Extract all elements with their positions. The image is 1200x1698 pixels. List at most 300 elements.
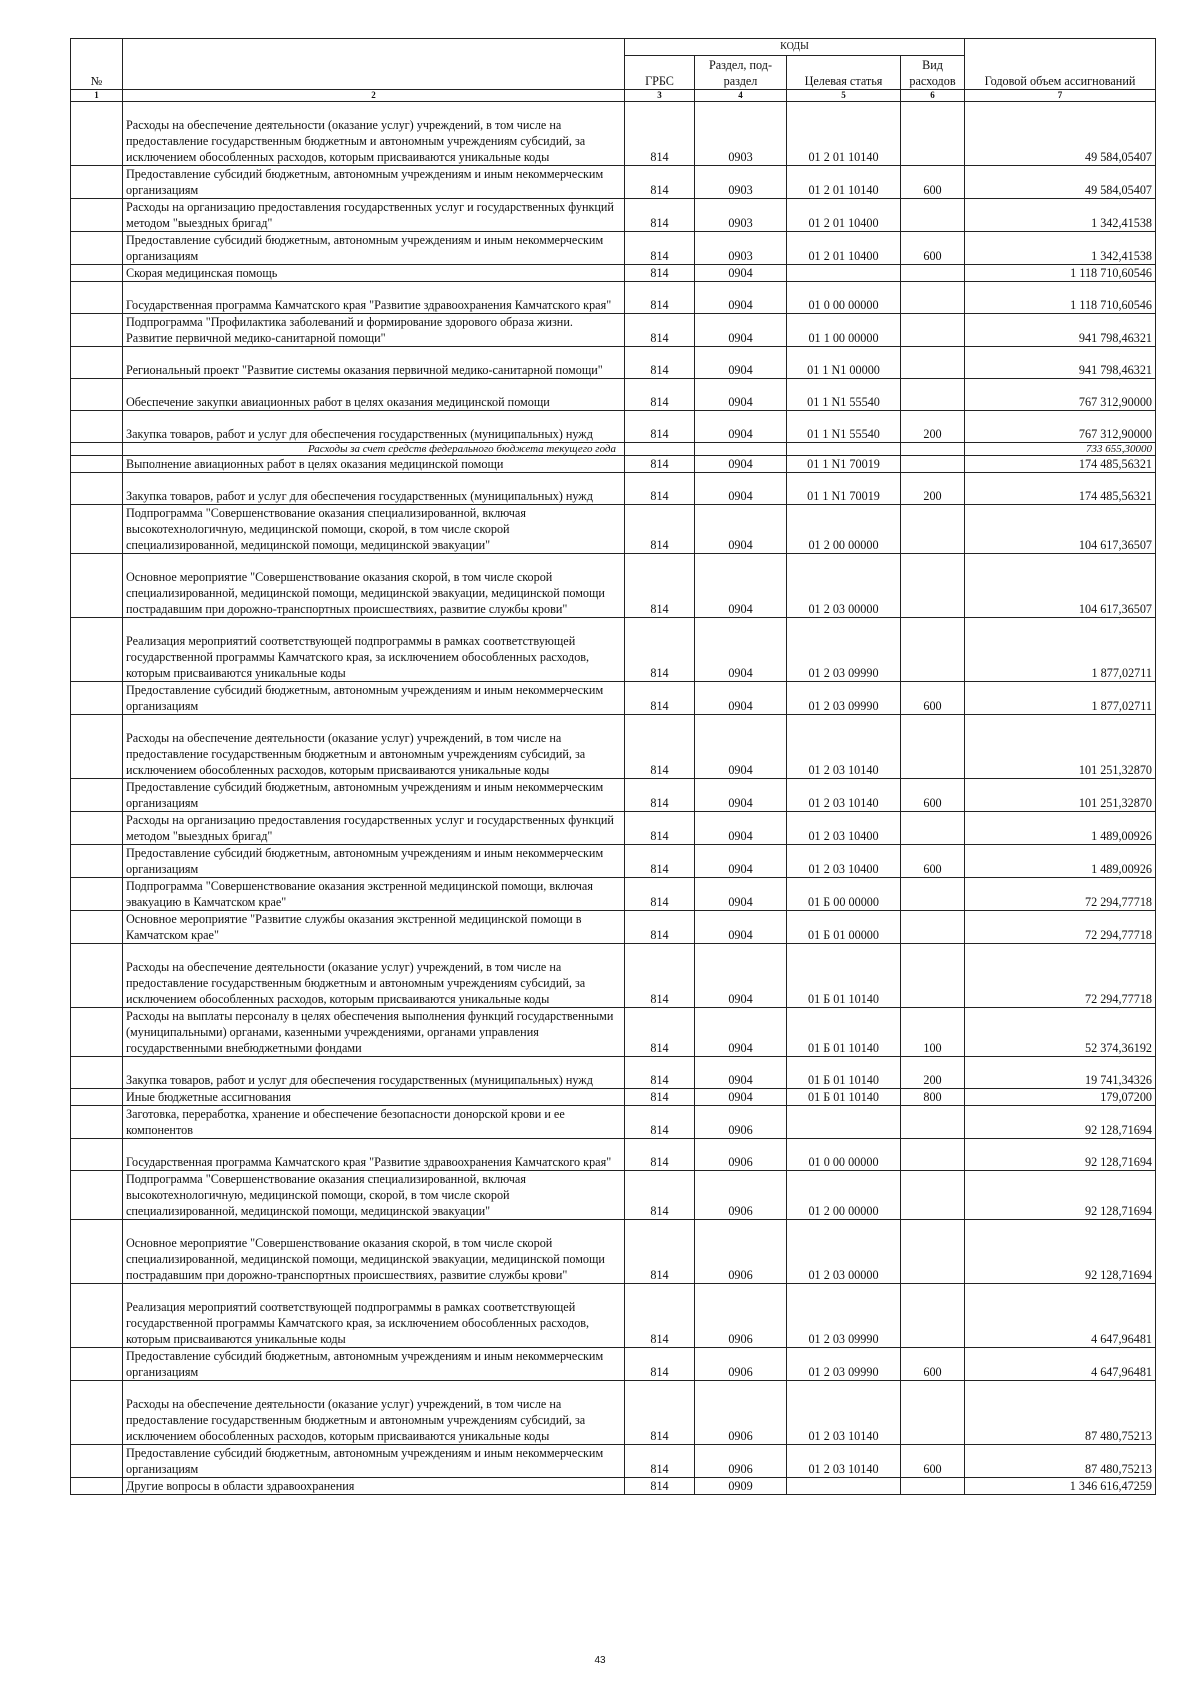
annual-amount: 87 480,75213	[965, 1445, 1156, 1478]
annual-amount: 49 584,05407	[965, 166, 1156, 199]
expense-type-code	[901, 265, 965, 282]
grbs-code: 814	[625, 618, 695, 682]
expense-name: Закупка товаров, работ и услуг для обеспечения государственных (муниципальных) нужд	[123, 411, 625, 443]
annual-amount: 19 741,34326	[965, 1057, 1156, 1089]
table-row	[71, 878, 1156, 911]
target-article-code: 01 2 01 10400	[787, 232, 901, 265]
expense-name: Закупка товаров, работ и услуг для обеспечения государственных (муниципальных) нужд	[123, 473, 625, 505]
table-row	[71, 282, 1156, 314]
table-row	[71, 379, 1156, 411]
expense-type-code	[901, 1284, 965, 1348]
header-target: Целевая статья	[787, 56, 901, 90]
section-code: 0904	[695, 411, 787, 443]
row-number-cell	[71, 1089, 123, 1106]
table-row	[71, 411, 1156, 443]
section-code: 0904	[695, 282, 787, 314]
col-number: 5	[787, 90, 901, 102]
row-number-cell	[71, 505, 123, 554]
header-no: №	[71, 39, 123, 90]
target-article-code: 01 0 00 00000	[787, 1139, 901, 1171]
table-row	[71, 812, 1156, 845]
target-article-code: 01 2 03 10400	[787, 812, 901, 845]
table-row	[71, 1284, 1156, 1348]
target-article-code: 01 2 03 00000	[787, 554, 901, 618]
target-article-code: 01 2 01 10140	[787, 102, 901, 166]
expense-type-code	[901, 379, 965, 411]
expense-name: Подпрограмма "Совершенствование оказания специализированной, включая высокотехнологичную, медицинской помощи, скорой, в том числе скорой специализированной, медицинской помощи, медицинской эвакуации"	[123, 505, 625, 554]
annual-amount: 4 647,96481	[965, 1284, 1156, 1348]
expense-name: Другие вопросы в области здравоохранения	[123, 1478, 625, 1495]
row-number-cell	[71, 779, 123, 812]
grbs-code: 814	[625, 1381, 695, 1445]
expense-name: Обеспечение закупки авиационных работ в целях оказания медицинской помощи	[123, 379, 625, 411]
target-article-code: 01 2 03 10140	[787, 1445, 901, 1478]
row-number-cell	[71, 473, 123, 505]
expense-type-code: 200	[901, 473, 965, 505]
header-row-top	[71, 39, 1156, 56]
grbs-code: 814	[625, 1478, 695, 1495]
row-number-cell	[71, 443, 123, 456]
section-code: 0904	[695, 944, 787, 1008]
section-code: 0906	[695, 1445, 787, 1478]
header-expense-type: Вид расходов	[901, 56, 965, 90]
target-article-code: 01 2 01 10140	[787, 166, 901, 199]
annual-amount: 1 118 710,60546	[965, 282, 1156, 314]
expense-name: Региональный проект "Развитие системы оказания первичной медико-санитарной помощи"	[123, 347, 625, 379]
expense-type-code	[901, 911, 965, 944]
expense-name: Скорая медицинская помощь	[123, 265, 625, 282]
table-row	[71, 473, 1156, 505]
row-number-cell	[71, 282, 123, 314]
annual-amount: 104 617,36507	[965, 554, 1156, 618]
col-number: 2	[123, 90, 625, 102]
section-code: 0903	[695, 102, 787, 166]
annual-amount: 4 647,96481	[965, 1348, 1156, 1381]
col-number: 3	[625, 90, 695, 102]
grbs-code: 814	[625, 282, 695, 314]
table-row	[71, 456, 1156, 473]
annual-amount: 174 485,56321	[965, 456, 1156, 473]
table-row	[71, 1348, 1156, 1381]
expense-name: Предоставление субсидий бюджетным, автономным учреждениям и иным некоммерческим организациям	[123, 1445, 625, 1478]
budget-sheet	[70, 38, 1155, 1495]
grbs-code: 814	[625, 779, 695, 812]
target-article-code: 01 1 N1 55540	[787, 379, 901, 411]
expense-name: Расходы за счет средств федерального бюджета текущего года	[123, 443, 625, 456]
row-number-cell	[71, 554, 123, 618]
expense-name: Расходы на обеспечение деятельности (оказание услуг) учреждений, в том числе на предоставление государственным бюджетным и автономным учреждениям субсидий, за исключением обособленных расходов, которым присваиваются уникальные коды	[123, 944, 625, 1008]
section-code: 0904	[695, 1057, 787, 1089]
target-article-code: 01 1 N1 70019	[787, 456, 901, 473]
expense-name: Выполнение авиационных работ в целях оказания медицинской помощи	[123, 456, 625, 473]
annual-amount: 1 346 616,47259	[965, 1478, 1156, 1495]
expense-type-code: 600	[901, 682, 965, 715]
grbs-code: 814	[625, 682, 695, 715]
row-number-cell	[71, 347, 123, 379]
grbs-code: 814	[625, 1008, 695, 1057]
table-row	[71, 715, 1156, 779]
row-number-cell	[71, 265, 123, 282]
section-code: 0904	[695, 473, 787, 505]
grbs-code: 814	[625, 379, 695, 411]
table-row	[71, 779, 1156, 812]
column-number-row	[71, 90, 1156, 102]
section-code: 0904	[695, 618, 787, 682]
expense-type-code: 600	[901, 779, 965, 812]
table-row	[71, 1445, 1156, 1478]
table-row	[71, 1171, 1156, 1220]
expense-type-code	[901, 282, 965, 314]
table-row	[71, 682, 1156, 715]
annual-amount: 87 480,75213	[965, 1381, 1156, 1445]
expense-type-code: 600	[901, 166, 965, 199]
row-number-cell	[71, 1171, 123, 1220]
expense-type-code: 600	[901, 1445, 965, 1478]
row-number-cell	[71, 411, 123, 443]
grbs-code: 814	[625, 1171, 695, 1220]
section-code: 0909	[695, 1478, 787, 1495]
target-article-code: 01 2 03 09990	[787, 682, 901, 715]
section-code: 0904	[695, 779, 787, 812]
target-article-code: 01 2 03 09990	[787, 1348, 901, 1381]
header-name	[123, 39, 625, 90]
row-number-cell	[71, 1284, 123, 1348]
section-code: 0904	[695, 1008, 787, 1057]
col-number: 6	[901, 90, 965, 102]
target-article-code: 01 2 00 00000	[787, 1171, 901, 1220]
annual-amount: 92 128,71694	[965, 1106, 1156, 1139]
grbs-code: 814	[625, 347, 695, 379]
header-grbs: ГРБС	[625, 56, 695, 90]
target-article-code: 01 Б 01 10140	[787, 1008, 901, 1057]
annual-amount: 1 877,02711	[965, 618, 1156, 682]
expense-name: Реализация мероприятий соответствующей подпрограммы в рамках соответствующей государственной программы Камчатского края, за исключением обособленных расходов, которым присваиваются уникальные коды	[123, 1284, 625, 1348]
row-number-cell	[71, 845, 123, 878]
row-number-cell	[71, 812, 123, 845]
expense-type-code	[901, 456, 965, 473]
target-article-code: 01 2 03 10140	[787, 779, 901, 812]
annual-amount: 101 251,32870	[965, 779, 1156, 812]
table-row	[71, 347, 1156, 379]
grbs-code: 814	[625, 232, 695, 265]
annual-amount: 101 251,32870	[965, 715, 1156, 779]
section-code: 0906	[695, 1106, 787, 1139]
expense-name: Подпрограмма "Совершенствование оказания экстренной медицинской помощи, включая эвакуацию в Камчатском крае"	[123, 878, 625, 911]
expense-name: Предоставление субсидий бюджетным, автономным учреждениям и иным некоммерческим организациям	[123, 1348, 625, 1381]
expense-name: Предоставление субсидий бюджетным, автономным учреждениям и иным некоммерческим организациям	[123, 166, 625, 199]
expense-type-code	[901, 102, 965, 166]
target-article-code: 01 2 03 09990	[787, 1284, 901, 1348]
grbs-code: 814	[625, 505, 695, 554]
section-code: 0904	[695, 314, 787, 347]
target-article-code: 01 2 01 10400	[787, 199, 901, 232]
row-number-cell	[71, 1478, 123, 1495]
annual-amount: 1 118 710,60546	[965, 265, 1156, 282]
grbs-code: 814	[625, 166, 695, 199]
annual-amount: 52 374,36192	[965, 1008, 1156, 1057]
header-annual: Годовой объем ассигнований	[965, 39, 1156, 90]
table-row	[71, 1139, 1156, 1171]
grbs-code	[625, 443, 695, 456]
table-row	[71, 232, 1156, 265]
expense-name: Закупка товаров, работ и услуг для обеспечения государственных (муниципальных) нужд	[123, 1057, 625, 1089]
row-number-cell	[71, 944, 123, 1008]
target-article-code: 01 1 N1 00000	[787, 347, 901, 379]
grbs-code: 814	[625, 812, 695, 845]
expense-type-code	[901, 1478, 965, 1495]
expense-type-code	[901, 1139, 965, 1171]
grbs-code: 814	[625, 473, 695, 505]
header-codes: КОДЫ	[625, 39, 965, 56]
section-code: 0904	[695, 911, 787, 944]
budget-table	[70, 38, 1156, 1495]
section-code: 0904	[695, 1089, 787, 1106]
target-article-code: 01 2 03 10140	[787, 715, 901, 779]
expense-name: Реализация мероприятий соответствующей подпрограммы в рамках соответствующей государственной программы Камчатского края, за исключением обособленных расходов, которым присваиваются уникальные коды	[123, 618, 625, 682]
grbs-code: 814	[625, 715, 695, 779]
expense-type-code	[901, 1381, 965, 1445]
annual-amount: 72 294,77718	[965, 878, 1156, 911]
section-code: 0906	[695, 1139, 787, 1171]
expense-name: Заготовка, переработка, хранение и обеспечение безопасности донорской крови и ее компонентов	[123, 1106, 625, 1139]
expense-name: Расходы на организацию предоставления государственных услуг и государственных функций методом "выездных бригад"	[123, 199, 625, 232]
target-article-code	[787, 265, 901, 282]
section-code: 0904	[695, 456, 787, 473]
table-row	[71, 102, 1156, 166]
annual-amount: 92 128,71694	[965, 1220, 1156, 1284]
target-article-code: 01 2 00 00000	[787, 505, 901, 554]
page-number: 43	[594, 1655, 606, 1666]
section-code: 0904	[695, 379, 787, 411]
grbs-code: 814	[625, 1220, 695, 1284]
grbs-code: 814	[625, 199, 695, 232]
expense-name: Основное мероприятие "Совершенствование оказания скорой, в том числе скорой специализированной, медицинской помощи, медицинской эвакуации, медицинской помощи пострадавшим при дорожно-транспортных происшествиях, развитие службы крови"	[123, 1220, 625, 1284]
table-row	[71, 166, 1156, 199]
expense-type-code	[901, 1171, 965, 1220]
expense-type-code	[901, 347, 965, 379]
section-code: 0904	[695, 845, 787, 878]
grbs-code: 814	[625, 1348, 695, 1381]
expense-name: Государственная программа Камчатского края "Развитие здравоохранения Камчатского края"	[123, 1139, 625, 1171]
row-number-cell	[71, 314, 123, 347]
section-code: 0904	[695, 812, 787, 845]
annual-amount: 92 128,71694	[965, 1139, 1156, 1171]
expense-type-code: 200	[901, 1057, 965, 1089]
section-code: 0903	[695, 166, 787, 199]
row-number-cell	[71, 878, 123, 911]
section-code: 0904	[695, 554, 787, 618]
expense-type-code: 600	[901, 845, 965, 878]
table-row	[71, 944, 1156, 1008]
expense-type-code	[901, 944, 965, 1008]
annual-amount: 767 312,90000	[965, 411, 1156, 443]
grbs-code: 814	[625, 944, 695, 1008]
table-row	[71, 443, 1156, 456]
grbs-code: 814	[625, 1284, 695, 1348]
table-row	[71, 618, 1156, 682]
section-code: 0903	[695, 232, 787, 265]
expense-name: Расходы на обеспечение деятельности (оказание услуг) учреждений, в том числе на предоставление государственным бюджетным и автономным учреждениям субсидий, за исключением обособленных расходов, которым присваиваются уникальные коды	[123, 102, 625, 166]
expense-type-code: 600	[901, 1348, 965, 1381]
expense-name: Предоставление субсидий бюджетным, автономным учреждениям и иным некоммерческим организациям	[123, 779, 625, 812]
expense-name: Основное мероприятие "Развитие службы оказания экстренной медицинской помощи в Камчатском крае"	[123, 911, 625, 944]
expense-name: Иные бюджетные ассигнования	[123, 1089, 625, 1106]
section-code	[695, 443, 787, 456]
expense-name: Государственная программа Камчатского края "Развитие здравоохранения Камчатского края"	[123, 282, 625, 314]
expense-type-code	[901, 812, 965, 845]
grbs-code: 814	[625, 102, 695, 166]
target-article-code: 01 Б 00 00000	[787, 878, 901, 911]
grbs-code: 814	[625, 878, 695, 911]
table-row	[71, 911, 1156, 944]
table-row	[71, 265, 1156, 282]
annual-amount: 104 617,36507	[965, 505, 1156, 554]
expense-name: Предоставление субсидий бюджетным, автономным учреждениям и иным некоммерческим организациям	[123, 232, 625, 265]
section-code: 0906	[695, 1171, 787, 1220]
annual-amount: 72 294,77718	[965, 911, 1156, 944]
grbs-code: 814	[625, 1057, 695, 1089]
row-number-cell	[71, 1106, 123, 1139]
table-row	[71, 1220, 1156, 1284]
target-article-code	[787, 1478, 901, 1495]
table-row	[71, 1106, 1156, 1139]
expense-name: Предоставление субсидий бюджетным, автономным учреждениям и иным некоммерческим организациям	[123, 845, 625, 878]
section-code: 0906	[695, 1284, 787, 1348]
row-number-cell	[71, 379, 123, 411]
grbs-code: 814	[625, 554, 695, 618]
col-number: 7	[965, 90, 1156, 102]
expense-name: Расходы на обеспечение деятельности (оказание услуг) учреждений, в том числе на предоставление государственным бюджетным и автономным учреждениям субсидий, за исключением обособленных расходов, которым присваиваются уникальные коды	[123, 715, 625, 779]
target-article-code: 01 1 N1 55540	[787, 411, 901, 443]
table-row	[71, 314, 1156, 347]
expense-type-code	[901, 878, 965, 911]
table-row	[71, 505, 1156, 554]
section-code: 0904	[695, 505, 787, 554]
expense-type-code	[901, 505, 965, 554]
row-number-cell	[71, 199, 123, 232]
table-row	[71, 845, 1156, 878]
grbs-code: 814	[625, 456, 695, 473]
row-number-cell	[71, 1381, 123, 1445]
expense-type-code: 600	[901, 232, 965, 265]
col-number: 1	[71, 90, 123, 102]
section-code: 0904	[695, 682, 787, 715]
grbs-code: 814	[625, 411, 695, 443]
section-code: 0904	[695, 715, 787, 779]
table-row	[71, 554, 1156, 618]
table-row	[71, 1381, 1156, 1445]
table-row	[71, 1478, 1156, 1495]
grbs-code: 814	[625, 911, 695, 944]
target-article-code: 01 2 03 00000	[787, 1220, 901, 1284]
annual-amount: 72 294,77718	[965, 944, 1156, 1008]
target-article-code: 01 2 03 09990	[787, 618, 901, 682]
expense-type-code	[901, 314, 965, 347]
table-row	[71, 1057, 1156, 1089]
target-article-code: 01 0 00 00000	[787, 282, 901, 314]
target-article-code: 01 Б 01 10140	[787, 1057, 901, 1089]
annual-amount: 733 655,30000	[965, 443, 1156, 456]
expense-name: Предоставление субсидий бюджетным, автономным учреждениям и иным некоммерческим организациям	[123, 682, 625, 715]
row-number-cell	[71, 682, 123, 715]
annual-amount: 1 342,41538	[965, 232, 1156, 265]
expense-type-code: 100	[901, 1008, 965, 1057]
target-article-code: 01 2 03 10140	[787, 1381, 901, 1445]
annual-amount: 1 489,00926	[965, 845, 1156, 878]
grbs-code: 814	[625, 1106, 695, 1139]
section-code: 0906	[695, 1348, 787, 1381]
row-number-cell	[71, 1008, 123, 1057]
target-article-code: 01 Б 01 10140	[787, 1089, 901, 1106]
target-article-code: 01 2 03 10400	[787, 845, 901, 878]
section-code: 0906	[695, 1220, 787, 1284]
row-number-cell	[71, 1348, 123, 1381]
grbs-code: 814	[625, 314, 695, 347]
row-number-cell	[71, 232, 123, 265]
grbs-code: 814	[625, 845, 695, 878]
expense-type-code: 200	[901, 411, 965, 443]
expense-type-code	[901, 715, 965, 779]
expense-name: Расходы на выплаты персоналу в целях обеспечения выполнения функций государственными (муниципальными) органами, казенными учреждениями, органами управления государственными внебюджетными фондами	[123, 1008, 625, 1057]
annual-amount: 941 798,46321	[965, 314, 1156, 347]
annual-amount: 1 489,00926	[965, 812, 1156, 845]
grbs-code: 814	[625, 265, 695, 282]
row-number-cell	[71, 456, 123, 473]
row-number-cell	[71, 166, 123, 199]
expense-type-code: 800	[901, 1089, 965, 1106]
expense-type-code	[901, 443, 965, 456]
row-number-cell	[71, 1220, 123, 1284]
annual-amount: 1 877,02711	[965, 682, 1156, 715]
annual-amount: 941 798,46321	[965, 347, 1156, 379]
target-article-code: 01 1 N1 70019	[787, 473, 901, 505]
target-article-code: 01 1 00 00000	[787, 314, 901, 347]
row-number-cell	[71, 1139, 123, 1171]
target-article-code	[787, 443, 901, 456]
expense-name: Расходы на организацию предоставления государственных услуг и государственных функций методом "выездных бригад"	[123, 812, 625, 845]
expense-type-code	[901, 554, 965, 618]
annual-amount: 49 584,05407	[965, 102, 1156, 166]
row-number-cell	[71, 102, 123, 166]
table-body	[71, 102, 1156, 1495]
expense-type-code	[901, 1106, 965, 1139]
header-section: Раздел, под-раздел	[695, 56, 787, 90]
expense-type-code	[901, 199, 965, 232]
expense-name: Подпрограмма "Совершенствование оказания специализированной, включая высокотехнологичную, медицинской помощи, скорой, в том числе скорой специализированной, медицинской помощи, медицинской эвакуации"	[123, 1171, 625, 1220]
annual-amount: 174 485,56321	[965, 473, 1156, 505]
col-number: 4	[695, 90, 787, 102]
annual-amount: 1 342,41538	[965, 199, 1156, 232]
section-code: 0904	[695, 347, 787, 379]
row-number-cell	[71, 911, 123, 944]
annual-amount: 767 312,90000	[965, 379, 1156, 411]
expense-name: Расходы на обеспечение деятельности (оказание услуг) учреждений, в том числе на предоставление государственным бюджетным и автономным учреждениям субсидий, за исключением обособленных расходов, которым присваиваются уникальные коды	[123, 1381, 625, 1445]
target-article-code: 01 Б 01 10140	[787, 944, 901, 1008]
grbs-code: 814	[625, 1089, 695, 1106]
section-code: 0906	[695, 1381, 787, 1445]
section-code: 0904	[695, 265, 787, 282]
section-code: 0903	[695, 199, 787, 232]
grbs-code: 814	[625, 1139, 695, 1171]
row-number-cell	[71, 618, 123, 682]
table-row	[71, 199, 1156, 232]
target-article-code	[787, 1106, 901, 1139]
expense-type-code	[901, 618, 965, 682]
grbs-code: 814	[625, 1445, 695, 1478]
annual-amount: 92 128,71694	[965, 1171, 1156, 1220]
row-number-cell	[71, 715, 123, 779]
table-row	[71, 1089, 1156, 1106]
